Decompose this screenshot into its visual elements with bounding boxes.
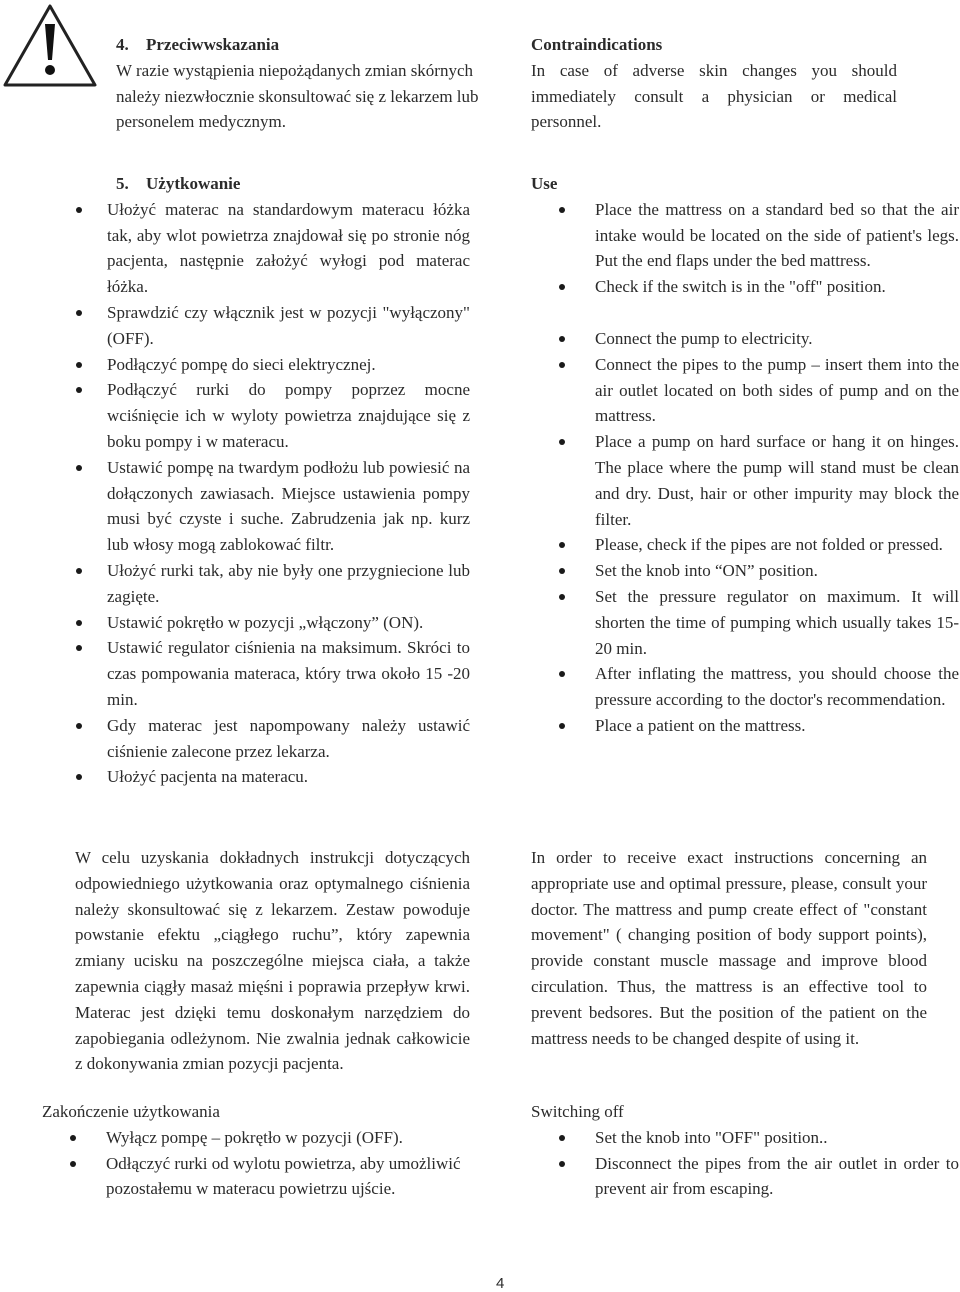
list-item <box>531 558 959 584</box>
list-item-text: Disconnect the pipes from the air outlet in order to prevent air from escaping. <box>595 1153 959 1199</box>
bullet-icon <box>559 542 565 548</box>
use-section-pl <box>75 171 470 790</box>
list-item <box>75 377 470 454</box>
use-steps-list-en <box>531 197 959 739</box>
list-item <box>531 661 959 713</box>
bullet-icon <box>76 645 82 651</box>
list-item-text: Set the pressure regulator on maximum. It will shorten the time of pumping which usually takes 15-20 min. <box>595 586 959 658</box>
section-5-heading-pl <box>75 171 470 197</box>
contraindications-text-en: In case of adverse skin changes you should immediately consult a physician or medical personnel. <box>531 60 897 132</box>
bullet-icon <box>559 439 565 445</box>
bullet-icon <box>559 723 565 729</box>
list-item <box>531 274 959 300</box>
list-item-text: Ułożyć pacjenta na materacu. <box>107 767 309 787</box>
section-4-heading-pl <box>116 32 480 58</box>
page-number: 4 <box>496 1275 505 1292</box>
list-item <box>531 584 959 661</box>
switching-off-list-en <box>531 1125 959 1202</box>
list-item <box>75 197 470 300</box>
list-item-text: Odłączyć rurki od wylotu powietrza, aby umożliwić pozostałemu w materacu powietrzu ujście. <box>106 1153 461 1199</box>
section-5-heading-en: Use <box>531 174 558 193</box>
bullet-icon <box>76 362 82 368</box>
switching-off-heading-pl: Zakończenie użytkowania <box>42 1102 220 1121</box>
switching-off-en <box>531 1099 959 1202</box>
list-item <box>75 558 470 610</box>
list-item-text: Ułożyć rurki tak, aby nie były one przygniecione lub zagięte. <box>107 560 470 606</box>
bullet-icon <box>76 207 82 213</box>
contraindications-en <box>531 32 897 135</box>
list-item <box>42 1125 472 1151</box>
bullet-icon <box>76 774 82 780</box>
list-item <box>75 455 470 558</box>
bullet-icon <box>559 568 565 574</box>
heading-text: Użytkowanie <box>146 174 241 193</box>
section-4-heading-en: Contraindications <box>531 35 663 54</box>
bullet-icon <box>76 620 82 626</box>
list-item-text: Ułożyć materac na standardowym materacu łóżka tak, aby wlot powietrza znajdował się po stronie nóg pacjenta, następnie założyć wyłogi pod materac łóżka. <box>107 199 470 297</box>
list-item-text: Set the knob into “ON” position. <box>595 561 818 581</box>
bullet-icon <box>70 1135 76 1141</box>
bullet-icon <box>76 568 82 574</box>
bullet-icon <box>76 310 82 316</box>
list-item-text: Place a pump on hard surface or hang it on hinges. The place where the pump will stand must be clean and dry. Dust, hair or other impurity may block the filter. <box>595 432 959 529</box>
list-item <box>531 713 959 739</box>
bullet-icon <box>76 465 82 471</box>
contraindications-text-pl: W razie wystąpienia niepożądanych zmian skórnych należy niezwłocznie skonsultować się z lekarzem lub personelem medycznym. <box>116 60 479 132</box>
bullet-icon <box>559 284 565 290</box>
bullet-icon <box>76 387 82 393</box>
bullet-icon <box>559 594 565 600</box>
list-item-text: Please, check if the pipes are not folded or pressed. <box>595 535 943 555</box>
use-steps-list-pl <box>75 197 470 790</box>
list-item <box>531 429 959 532</box>
instructions-paragraph-pl: W celu uzyskania dokładnych instrukcji dotyczących odpowiedniego użytkowania oraz optymalnego ciśnienia należy skonsultować się z lekarzem. Zestaw powoduje powstanie efektu „ciągłego ruchu”, który zapewnia zmiany ucisku na poszczególne miejsca ciała, a także zapewnia ciągły masaż mięśni i poprawia przepływ krwi. Materac jest dzięki temu doskonałym narzędziem do zapobiegania odleżynom. Nie zwalnia jednak całkowicie z dokonywania zmian pozycji pacjenta. <box>75 848 470 1074</box>
list-item-text: After inflating the mattress, you should choose the pressure according to the doctor's recommendation. <box>595 664 959 710</box>
list-item-text: Ustawić pokrętło w pozycji „włączony” (ON). <box>107 612 424 632</box>
list-item-text: Ustawić pompę na twardym podłożu lub powiesić na dołączonych zawiasach. Miejsce ustawienia pompy musi być czyste i suche. Zabrudzenia jak np. kurz lub włosy mogą zablokować filtr. <box>107 457 470 555</box>
list-item <box>75 635 470 712</box>
list-item-text: Gdy materac jest napompowany należy ustawić ciśnienie zalecone przez lekarza. <box>107 715 470 761</box>
list-item-text: Sprawdzić czy włącznik jest w pozycji "wyłączony" (OFF). <box>107 302 470 348</box>
use-section-en <box>531 171 959 739</box>
list-item-text: Podłączyć pompę do sieci elektrycznej. <box>107 354 376 374</box>
list-item-text: Connect the pump to electricity. <box>595 328 813 348</box>
section-number: 5. <box>116 174 129 193</box>
list-item <box>75 713 470 765</box>
list-item <box>531 326 959 352</box>
warning-triangle-icon <box>2 2 98 88</box>
contraindications-pl <box>116 32 480 135</box>
list-item-text: Connect the pipes to the pump – insert them into the air outlet located on both sides of pump and on the mattress. <box>595 354 959 426</box>
bullet-icon <box>559 207 565 213</box>
bullet-icon <box>559 671 565 677</box>
list-item-text: Check if the switch is in the "off" position. <box>595 277 886 297</box>
list-item <box>75 764 470 790</box>
list-item-text: Place the mattress on a standard bed so that the air intake would be located on the side of patient's legs. Put the end flaps under the bed mattress. <box>595 199 959 271</box>
list-item <box>75 300 470 352</box>
list-item-text: Wyłącz pompę – pokrętło w pozycji (OFF). <box>106 1127 403 1147</box>
list-item <box>75 610 470 636</box>
switching-off-heading-en: Switching off <box>531 1102 624 1121</box>
bullet-icon <box>559 362 565 368</box>
bullet-icon <box>559 1161 565 1167</box>
bullet-icon <box>559 1135 565 1141</box>
instructions-paragraph-en: In order to receive exact instructions concerning an appropriate use and optimal pressure, please, consult your doctor. The mattress and pump create effect of "constant movement" ( changing position of body support points), provide constant muscle massage and improve blood circulation. Thus, the mattress is an effective tool to prevent bedsores. But the position of the patient on the mattress needs to be changed despite of using it. <box>531 848 927 1048</box>
switching-off-pl <box>42 1099 472 1202</box>
list-item <box>531 1151 959 1203</box>
bullet-icon <box>559 336 565 342</box>
heading-text: Przeciwwskazania <box>146 35 280 54</box>
list-item <box>531 1125 959 1151</box>
list-item <box>42 1151 472 1203</box>
list-item-text: Place a patient on the mattress. <box>595 715 806 735</box>
list-item <box>531 532 959 558</box>
bullet-icon <box>76 723 82 729</box>
list-item-text: Ustawić regulator ciśnienia na maksimum. Skróci to czas pompowania materaca, który trwa około 15 -20 min. <box>107 638 470 709</box>
list-item-text: Set the knob into "OFF" position.. <box>595 1127 828 1147</box>
list-item <box>75 352 470 378</box>
list-item-text: Podłączyć rurki do pompy poprzez mocne wciśnięcie ich w wyloty powietrza znajdujące się z boku pompy i w materacu. <box>107 380 470 451</box>
switching-off-list-pl <box>42 1125 472 1202</box>
list-item <box>531 352 959 429</box>
section-number: 4. <box>116 35 129 54</box>
list-item <box>531 197 959 274</box>
bullet-icon <box>70 1161 76 1167</box>
